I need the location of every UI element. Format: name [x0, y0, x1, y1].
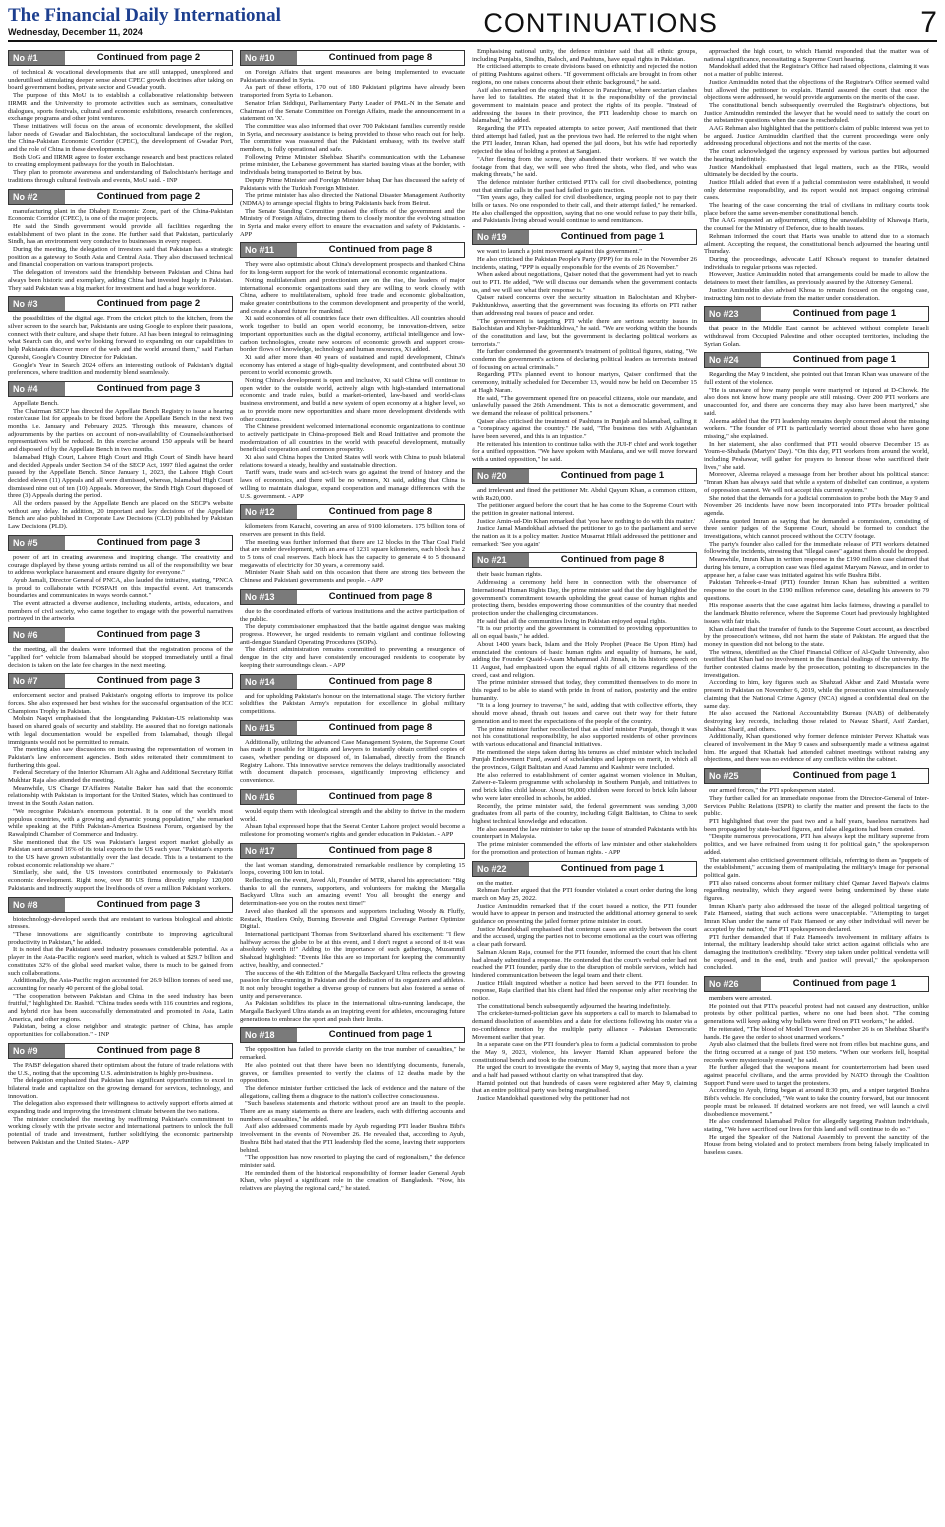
article-paragraph: He urged the Speaker of the National Assembly to prevent the sanctity of the House from being violated and to protect members from being falsely implicated in baseless cases.	[704, 1133, 929, 1157]
continued-from-label: Continued from page 8	[328, 244, 433, 256]
continuation-item	[472, 48, 697, 225]
article-paragraph: Meanwhile, Imran Khan in written response in the £190 million case claimed that during his tenure, a corruption case was filed against Maryam Nawaz, and in order to appease her, a false case was initiated against his wife Bushra Bibi.	[704, 556, 929, 579]
article-paragraph: He mentioned the steps taken during his tenures as chief minister which included Punjab Endowment Fund, award of scholarships and laptops on merit, in which all the provinces, Gilgit Baltistan and Azad Jammu and Kashmir were included.	[472, 748, 697, 772]
article-columns	[8, 48, 937, 1526]
section-title: CONTINUATIONS	[483, 8, 718, 38]
article-paragraph: Following Prime Minister Shehbaz Sharif's communication with the Lebanese prime minister, the Lebanese government has started issuing visas at the border, with individuals being transported to Beirut by bus.	[240, 153, 465, 177]
article-paragraph: Justice Mandokhail emphasised that contempt cases are strictly between the court and the accused, urging the parties not to become emotional as the court was offering a clear path forward.	[472, 925, 697, 949]
article-paragraph: Justice Jamal Mandokhail advised the petitioner to go to the parliament and serve the nation as it is a policy matter. Justice Musarrat Hilali addressed the petitioner and remarked: 'See you again'	[472, 525, 697, 548]
article-paragraph: Regarding PTI's planned event to honour martyrs, Qaiser confirmed that the ceremony, initially scheduled for December 13, would now be held on December 15 at Hagh Naran.	[472, 371, 697, 394]
column-1	[8, 48, 233, 1526]
continuation-item	[8, 535, 233, 623]
continuation-header	[704, 352, 929, 368]
continuation-header	[240, 1027, 465, 1043]
article-paragraph: Rehman informed the court that Haris was unable to attend due to a stomach ailment. Accepting the request, the constitutional bench adjourned the hearing until Thursday.	[704, 232, 929, 256]
continuation-header	[8, 296, 233, 312]
article-paragraph: and for upholding Pakistan's honour on the international stage. The victory further solidifies the Pakistan Army's reputation for excellence in global military competitions.	[240, 692, 465, 715]
article-paragraph: Islamabad High Court, Lahore High Court and High Court of Sindh have heard and decided Appeals under Section 34 of the SECP Act, 1997 filed against the order passed by the Appellate Bench. Since January 1, 2023, the Lahore High Court decided eleven (11) Appeals and all were dismissed, whereas, Islamabad High Court dismissed nine out of ten (10) Appeals. Moreover, the Sindh High Court disposed of three (3) Appeals during the period.	[8, 453, 233, 500]
article-paragraph: He further condemned the government's treatment of political figures, stating, "We condemn the government's actions of declaring political leaders as terrorists instead of focusing on actual criminals."	[472, 348, 697, 371]
article-paragraph: The event attracted a diverse audience, including students, artists, educators, and members of civil society, who came together to engage with the powerful narratives portrayed in the artworks	[8, 600, 233, 623]
article-paragraph: the last woman standing, demonstrated remarkable resilience by completing 15 loops, covering 100 km in total.	[240, 861, 465, 877]
article-paragraph: The defence minister further criticised PTI's call for civil disobedience, pointing out that similar calls in the past had failed to gain traction.	[472, 178, 697, 194]
item-number: No #26	[705, 977, 761, 991]
article-paragraph: on the matter.	[477, 879, 514, 887]
continuation-header	[472, 229, 697, 245]
article-paragraph: "The government is targeting PTI while there are serious security issues in Balochistan and Khyber-Pakhtunkhwa," he said. "We are working within the bounds of the constitution and law, but the government is declaring political workers as terrorists."	[472, 317, 697, 348]
article-paragraph: Hamid pointed out that hundreds of cases were registered after May 9, claiming that an entire political party was being marginalised.	[472, 1079, 697, 1095]
article-paragraph: of technical & vocational developments that are still untapped, unexplored and underutilised stimulating deeper sense about CPEC growth doctrines after taking on board government bodies, private sector and Gwadar youth.	[8, 69, 233, 92]
article-paragraph: He said, "The government opened fire on peaceful citizens, stole our mandate, and unlawfully passed the 26th Amendment. This is not a democratic government, and we demand the release of political prisoners."	[472, 394, 697, 417]
article-paragraph: Regarding the May 9 incident, she pointed out that Imran Khan was unaware of the full extent of the violence.	[704, 371, 929, 387]
article-paragraph: The meeting also saw discussions on increasing the representation of women in Pakistan's law enforcement agencies. Both sides reiterated their commitment to furthering this goal.	[8, 746, 233, 769]
article-paragraph: The court acknowledged the urgency expressed by various parties but adjourned the hearing indefinitely.	[704, 148, 929, 163]
article-paragraph: Imran Khan's party also addressed the issue of the alleged political targeting of Faiz Hameed, stating that such actions were unacceptable. "Attempting to target Imran Khan under the name of Faiz Hameed or any other individual will never be accepted by the nation," the PTI spokesperson declared.	[704, 902, 929, 933]
continued-from-label: Continued from page 1	[560, 862, 665, 874]
continuation-item	[240, 674, 465, 716]
continuation-header	[8, 50, 233, 66]
continuation-header	[240, 720, 465, 736]
article-paragraph: and irrelevant and fined the petitioner Mr. Abdul Qayum Khan, a common citizen, with Rs20,000.	[472, 486, 697, 502]
article-paragraph: The constitutional bench subsequently adjourned the hearing indefinitely.	[477, 1002, 671, 1010]
item-number: No #6	[9, 628, 65, 642]
article-paragraph: Ayub Jamali, Director General of PNCA, also lauded the initiative, stating, "PNCA is proud to collaborate with FOSPAH on this impactful event. Art transcends boundaries and communicates in ways words cannot."	[8, 576, 233, 600]
continued-from-label: Continued from page 3	[96, 675, 201, 687]
item-number: No #3	[9, 297, 65, 311]
article-paragraph: The delegation of investors said the friendship between Pakistan and China had always been historic and exemplary, adding China had invested hugely in Pakistan. They said Pakistan was a big market for investment and had a huge workforce.	[8, 269, 233, 292]
masthead-left	[8, 6, 281, 40]
item-number: No #11	[241, 243, 297, 257]
article-paragraph: He also criticised the Pakistan People's Party (PPP) for its role in the November 26 incidents, stating, "PPP is equally responsible for the events of 26 November."	[472, 255, 697, 271]
continuation-item	[240, 789, 465, 839]
continuation-header	[8, 535, 233, 551]
article-paragraph: due to the coordinated efforts of various institutions and the active participation of the public.	[240, 607, 465, 623]
article-paragraph: The prime minister has also directed the National Disaster Management Authority (NDMA) to arrange special flights to bring Pakistanis back from Beirut.	[240, 192, 465, 207]
article-paragraph: According to him, key figures such as Shahzad Akbar and Zaid Mustafa were present in Pakistan on November 6, 2019, while the prosecution was simultaneously claiming that the National Crime Agency (NCA) signed a confidential deal on the same day.	[704, 679, 929, 710]
article-paragraph: Minister Nasir Shah said on this occasion that there are strong ties between the Chinese and Pakistani governments and people. - APP	[240, 569, 465, 585]
continued-from-label: Continued from page 8	[328, 721, 433, 733]
article-paragraph: The delegation emphasized that Pakistan has significant opportunities to excel in bilateral trade and capitalize on the growing demand for services, technology, and innovation.	[8, 1077, 233, 1100]
article-paragraph: Qaiser also criticised the treatment of Pashtuns in Punjab and Islamabad, calling it a "conspiracy against the country." He said, "The business ties with Afghanistan have been severed, and this is an injustice."	[472, 417, 697, 441]
continued-from-label: Continued from page 8	[328, 675, 433, 687]
item-number: No #9	[9, 1044, 65, 1058]
article-paragraph: He also assured the law minister to take up the issue of stranded Pakistanis with his counterpart in Malaysia.	[472, 825, 697, 841]
continued-from-label: Continued from page 1	[792, 978, 897, 990]
article-paragraph: The deputy commissioner emphasized that the battle against dengue was making progress. However, he urged residents to remain vigilant and continue following anti-dengue Standard Operating Procedures (SOPs).	[240, 623, 465, 646]
article-paragraph: The petitioner argued before the court that he has come to the Supreme Court with the petition in greater national interest.	[472, 502, 697, 517]
continuation-item	[8, 296, 233, 377]
continuation-header	[472, 552, 697, 568]
article-paragraph: Appellate Bench.	[13, 399, 59, 407]
item-number: No #4	[9, 382, 65, 396]
article-paragraph: Justice Aminuddin also advised Khosa to remain focused on the ongoing case, instructing him not to deviate from the matter under consideration.	[704, 286, 929, 302]
article-paragraph: enforcement sector and praised Pakistan's ongoing efforts to improve its police forces. She also expressed her best wishes for the successful organisation of the ICC Champions Trophy in Pakistan.	[8, 692, 233, 715]
column-3	[472, 48, 697, 1526]
article-paragraph: Both UoG and IIRMR agree to foster exchange research and best practices related to creating employment pathways for the youth in Balochistan.	[8, 153, 233, 169]
continued-from-label: Continued from page 8	[328, 844, 433, 856]
article-paragraph: The Senate Standing Committee praised the efforts of the government and the Ministry of Foreign Affairs, directing them to closely monitor the evolving situation in Syria and make every effort to ensure the evacuation and safety of Pakistanis. - APP	[240, 207, 465, 238]
article-paragraph: "Despite numerous provocations, PTI has always kept the military supreme from politics, and we have refrained from using it for political gain," the spokesperson added.	[704, 833, 929, 856]
article-paragraph: He said that all the communities living in Pakistan enjoyed equal rights.	[477, 617, 667, 625]
continued-from-label: Continued from page 2	[96, 52, 201, 63]
article-paragraph: These initiatives will focus on the areas of economic development, the skilled labor needs of Gwadar and Balochistan, the sociocultural landscape of the region, the China-Pakistan Economic Corridor (CPEC), the development of Gwadar Port, and the role of China in these developments.	[8, 122, 233, 154]
article-paragraph: "Such baseless statements and rhetoric without proof are an insult to the people. There are as many statements as there are leaders, each with differing accounts and numbers of casualties," he added.	[240, 1100, 465, 1123]
article-paragraph: biotechnology-developed seeds that are resistant to various biological and abiotic stresses.	[8, 915, 233, 931]
item-number: No #12	[241, 505, 297, 519]
article-paragraph: Mandokhail added that the Registrar's Office had raised objections, claiming it was not a matter of public interest.	[704, 63, 929, 79]
article-paragraph: Asif also addressed comments made by Ayub regarding PTI leader Bushra Bibi's involvement in the events of November 26. He revealed that, according to Ayub, Bushra Bibi had stated that the PTI leadership fled the scene, leaving their supporters behind.	[240, 1123, 465, 1154]
article-paragraph: Ahsan Iqbal expressed hope that the Seerat Center Lahore project would become a milestone for promoting women's rights and gender education in Pakistan. - APP	[240, 823, 465, 838]
article-paragraph: Salman Akram Raja, counsel for the PTI founder, informed the court that his client had already submitted a response. He contended that the court's verbal order had not reached the PTI founder, partly due to the disruption of mobile services, which had hindered communication between the legal team and their client.	[472, 948, 697, 979]
article-paragraph: The Chinese president welcomed international economic organizations to continue to actively participate in China-proposed Belt and Road Initiative and promote the modernization of all countries in the world with peaceful development, mutually beneficial cooperation and common prosperity.	[240, 423, 465, 454]
continuation-header	[472, 861, 697, 877]
continued-from-label: Continued from page 8	[328, 790, 433, 802]
item-number: No #17	[241, 844, 297, 858]
article-paragraph: The prime minister stressed that today, they committed themselves to do more in this regard to be able to stand with pride in front of nation, posterity and the entire humanity.	[472, 679, 697, 702]
continuation-header	[8, 897, 233, 913]
continuation-item	[240, 1027, 465, 1192]
article-paragraph: Additionally, Khan questioned why former defence minister Pervez Khattak was cleared of involvement in the May 9 cases and subsequently made a witness against him. He argued that Khattak had attended cabinet meetings without raising any objections, and there was no evidence of any conflicts within the cabinet.	[704, 733, 929, 764]
continuation-header	[8, 673, 233, 689]
continuation-item	[704, 306, 929, 348]
article-paragraph: The meeting was further informed that there are 12 blocks in the Thar Coal Field that are under development, with an area of 1231 square kilometers, each block has 2 to 5 tons of coal reserves. Each block has the capacity to generate 4 to 5 thousand megawatts of electricity for 30 years, a ceremony said.	[240, 538, 465, 569]
article-paragraph: Asif also remarked on the ongoing violence in Parachinar, where sectarian clashes have led to fatalities. He stated that it is the responsibility of the provincial government to maintain peace and protect the rights of its people. "Instead of addressing the issues in their province, the PTI leadership chose to march on Islamabad," he added.	[472, 86, 697, 125]
item-number: No #5	[9, 536, 65, 550]
continuation-item	[472, 229, 697, 464]
article-paragraph: She mentioned that the US was Pakistan's largest export market globally as Pakistan sent around 16% of its total exports to the US each year. "Pakistan's exports to the US have grown substantially over the last decade. This is a testament to the robust economic relationship we share."	[8, 838, 233, 869]
article-paragraph: He further alleged that the weapons meant for counterterrorism had been used against peaceful civilians, and the arms provided by NATO through the Coalition Support Fund were used to target the protesters.	[704, 1064, 929, 1087]
article-paragraph: "Ten years ago, they called for civil disobedience, urging people not to pay their bills or taxes. No one responded to their call, and their attempt failed," he remarked. He also challenged the opposition, saying that no one would refuse to pay their bills, and Pakistanis living abroad would continue to send remittances.	[472, 194, 697, 225]
item-number: No #14	[241, 675, 297, 689]
continuation-item	[704, 352, 929, 764]
continuation-item	[704, 768, 929, 972]
item-number: No #15	[241, 721, 297, 735]
article-paragraph: "It is our priority and the government is committed to providing opportunities to all on equal basis," he added.	[472, 625, 697, 641]
article-paragraph: on Foreign Affairs that urgent measures are being implemented to evacuate Pakistanis stranded in Syria.	[240, 69, 465, 84]
continued-from-label: Continued from page 1	[328, 1029, 433, 1041]
article-paragraph: Similarly, she said, the US investors contributed enormously to Pakistan's economic development. Right now, over 80 US firms directly employ 120,000 Pakistanis and indirectly support the livelihoods of over a million Pakistani workers.	[8, 869, 233, 892]
article-paragraph: The prime minister commended the efforts of law minister and other stakeholders for the promotion and protection of human rights. - APP	[472, 841, 697, 856]
continued-from-label: Continued from page 1	[560, 469, 665, 481]
item-number: No #21	[473, 553, 529, 567]
article-paragraph: Meanwhile, US Charge D'Affaires Natalie Baker has said that the economic relationship with Pakistan is important for the United States, which has continued to invest in the South Asian nation.	[8, 784, 233, 808]
article-paragraph: their basic human rights.	[477, 571, 543, 579]
article-paragraph: Additionally, utilizing the advanced Case Management System, the Supreme Court has made it possible for litigants and lawyers to instantly obtain certified copies of cases, whether pending or disposed of, in Islamabad, directly from the Branch Registry Lahore. This innovative service removes the delays traditionally associated with document dispatch processes, significantly improving efficiency and convenience.	[240, 738, 465, 785]
article-paragraph: Justice Hilali added that even if a judicial commission were established, it would only determine responsibility, and its report would not impact ongoing criminal cases.	[704, 178, 929, 202]
continued-from-label: Continued from page 1	[792, 770, 897, 782]
item-number: No #7	[9, 674, 65, 688]
continuation-item	[240, 50, 465, 238]
article-paragraph: we want to launch a joint movement against this government."	[477, 248, 642, 256]
article-paragraph: Aleema added that the PTI leadership remains deeply concerned about the missing workers. "The founder of PTI is particularly worried about those who have gone missing," she explained.	[704, 417, 929, 440]
continuation-item	[704, 976, 929, 1157]
article-paragraph: Ayub also claimed that the bullets fired were not from rifles but machine guns, and the firing occurred at a range of just 150 meters. "When our workers fell, hospital records were mysteriously erased," he said.	[704, 1041, 929, 1064]
continued-from-label: Continued from page 1	[792, 308, 897, 320]
paper-name: The Financial Daily International	[8, 5, 281, 26]
article-paragraph: About 1400 years back, Islam and the Holy Prophet (Peace Be Upon Him) had enunciated the contours of basic human rights and equality of humans, he said, adding the Founder Quaid-i-Azam Muhammad Ali Jinnah, in his historic speech on 11 August, had emphasized upon the equal rights of all citizens regardless of the creed, cast and religion.	[472, 640, 697, 679]
article-paragraph: "After fleeing from the scene, they abandoned their workers. If we watch the footage from that day, we will see who fired the shots, who fled, and who was making threats," he said.	[472, 155, 697, 179]
item-number: No #13	[241, 590, 297, 604]
continuation-item	[8, 50, 233, 185]
article-paragraph: Mohsin Naqvi emphasised that the longstanding Pakistan-US relationship was based on shared goals of security and stability. He assured that no foreign nationals with legal documentation would be expelled from Islamabad, though illegal immigrants would not be permitted to remain.	[8, 715, 233, 746]
continued-from-label: Continued from page 8	[328, 590, 433, 602]
continued-from-label: Continued from page 8	[560, 554, 665, 566]
article-paragraph: During the proceedings, advocate Latif Khosa's request to transfer detained individuals to regular prisons was rejected.	[704, 255, 929, 271]
article-paragraph: He reminded them of the historical responsibility of former leader General Ayub Khan, who played a significant role in the creation of Bangladesh. "Now, his relatives are playing the regional card," he stated.	[240, 1169, 465, 1193]
article-paragraph: The Chairman SECP has directed the Appellate Bench Registry to issue a hearing roster/cause list for appeals to be fixed before the Appellate Bench in the next two months i.e. January and February 2025. Through this measure, chances of adjournments by the parties on account of non-availability of Counsels/authorised representatives will be reduced. In this exercise around 150 appeals will be heard and disposed of by the Appellate Bench in two months.	[8, 407, 233, 454]
column-4	[704, 48, 929, 1526]
article-paragraph: The party's founder also called for the immediate release of PTI workers detained following the incidents, stressing that "illegal cases" against them should be dropped.	[704, 540, 929, 556]
article-paragraph: He also condemned Islamabad Police for allegedly targeting Pashtun individuals, stating, "We have sacrificed our lives for this land and will continue to do so."	[704, 1118, 929, 1133]
article-paragraph: Pakistan, being a close neighbor and strategic partner of China, has ample opportunities for collaboration." - INP	[8, 1023, 233, 1039]
article-paragraph: As Pakistan solidifies its place in the international ultra-running landscape, the Margalla Backyard Ultra stands as an inspiring event for athletes, encouraging future generations to embrace the sport and push their limits.	[240, 1000, 465, 1023]
continuation-item	[8, 627, 233, 669]
item-number: No #18	[241, 1028, 297, 1042]
article-paragraph: He also pointed out that there have been no identifying documents, funerals, graves, or families presented to verify the claims of 12 deaths made by the opposition.	[240, 1061, 465, 1085]
article-paragraph: Xi said after more than 40 years of sustained and rapid development, China's economy has entered a stage of high-quality development, and contributed about 30 percent to world economic growth.	[240, 353, 465, 377]
article-paragraph: International participant Thomas from Switzerland shared his excitement: "I flew halfway across the globe to be at this event, and I don't regret a second of it-it was absolutely worth it!" Adding to the importance of such gatherings, Muzammil Shahzad highlighted: "Events like this are so important for keeping the community active, healthy, and connected."	[240, 930, 465, 969]
continuation-item	[8, 189, 233, 293]
article-paragraph: As part of these efforts, 170 out of 180 Pakistani pilgrims have already been transported from Syria to Lebanon.	[240, 84, 465, 100]
article-paragraph: Justice Aminuddin remarked that if the court issued a notice, the PTI founder would have to appear in person and instructed the additional attorney general to seek guidance on presenting the jailed former prime minister in court.	[472, 902, 697, 926]
article-paragraph: The committee was also informed that over 700 Pakistani families currently reside in Syria, and necessary assistance is being provided to those who reach out for help. The committee was reassured that the Pakistani embassy, with its twelve staff members, is fully operational and safe.	[240, 122, 465, 154]
continuation-item	[240, 720, 465, 785]
continuation-header	[240, 674, 465, 690]
article-paragraph: The constitutional bench subsequently overruled the Registrar's objections, but Justice Aminuddin reminded the lawyer that he would need to satisfy the court on the substantive questions when the case is rescheduled.	[704, 101, 929, 125]
masthead	[8, 0, 937, 42]
article-paragraph: the possibilities of the digital age. From the cricket pitch to the kitchen, from the silver screen to the search bar, Pakistanis are using Google to explore their passions, connect with their culture, and shape their future. AI has been integral to reimagining what Search can do, and we're looking forward to expanding on our capabilities to help Pakistanis discover more of the web and the world around them," said Farhan Qureshi, Google's Country Director for Pakistan.	[8, 315, 233, 361]
article-paragraph: The cricketer-turned-politician gave his supporters a call to march to Islamabad to demand dissolution of assemblies and a date for elections following his ouster via a no-confidence motion by the multiple party alliance - Pakistan Democratic Movement earlier that year.	[472, 1010, 697, 1041]
article-paragraph: Reflecting on the event, Javed Ali, Founder of MTR, shared his appreciation: "Big thanks to all the runners, supporters, and volunteers for making the Margalla Backyard Ultra such an amazing event! You all brought the energy and determination-see you on the routes next time!"	[240, 877, 465, 908]
item-number: No #1	[9, 51, 65, 65]
continuation-item	[240, 589, 465, 670]
continued-from-label: Continued from page 2	[96, 190, 201, 202]
article-paragraph: Xi said economies of all countries face their own difficulties. All countries should work together to build an open world economy, be innovation-driven, seize important opportunities such as the digital economy, artificial intelligence and low-carbon technologies, create new sources of economic growth and support cross-border flows of knowledge, technology and human resources, Xi added.	[240, 315, 465, 354]
article-paragraph: Javed also thanked all the sponsors and supporters including Woody & Fluffy, Restack, Hustlers Only, Burning Brownie and Digital Coverage Partner Optimize Digital.	[240, 907, 465, 931]
article-paragraph: approached the high court, to which Hamid responded that the matter was of national significance, necessitating a Supreme Court hearing.	[704, 48, 929, 63]
continuation-item	[472, 468, 697, 549]
article-paragraph: "He is unaware of how many people were martyred or injured at D-Chowk. He also does not know how many people are still missing. Over 200 PTI workers are unaccounted for, and there are concerns they may also have been martyred," she said.	[704, 386, 929, 417]
article-paragraph: that peace in the Middle East cannot be achieved without complete Israeli withdrawal from Occupied Palestine and other occupied territories, including the Syrian Golan.	[704, 325, 929, 348]
article-paragraph: Justice Aminuddin noted that the objections of the Registrar's Office seemed valid but allowed the petitioner to explain. Hamid assured the court that once the objections were addressed, he would provide arguments on the merits of the case.	[704, 78, 929, 102]
article-paragraph: the meeting, all the dealers were informed that the registration process of the "applied for" vehicle from Islamabad should be stopped immediately until a final decision is taken on the late fee charges in the next meeting.	[8, 646, 233, 669]
item-number: No #8	[9, 898, 65, 912]
article-paragraph: The minister concluded the meeting by reaffirming Pakistan's commitment to working closely with the private sector and international partners to unlock the full potential of trade and investment, further solidifying the economic partnership between Pakistan and the United States.- APP	[8, 1115, 233, 1146]
article-paragraph: "It is a long journey to traverse," he said, adding that with collective efforts, they should move ahead, thrash out issues and carve out their way for their future generation and to meet the expectations of the people of the country.	[472, 702, 697, 725]
article-paragraph: She noted that the demands for a judicial commission to probe both the May 9 and November 26 incidents have now been incorporated into PTI's broader political agenda.	[704, 494, 929, 517]
article-paragraph: The PABF delegation shared their optimism about the future of trade relations with the U.S., noting that the upcoming U.S. administration is highly pro-business.	[8, 1061, 233, 1077]
article-paragraph: He also accused the National Accountability Bureau (NAB) of deliberately destroying key records, including those related to Nawaz Sharif, Asif Zardari, Shahbaz Sharif, and others.	[704, 710, 929, 733]
article-paragraph: He also referred to establishment of center against women violence in Multan, Zaiwer-e-Taleem programme with scholarship in Southern Punjab, and initiatives to end brick kilns child labour. About 90,000 children were forced to brick kiln labour who were later enrolled in schools, he added.	[472, 771, 697, 802]
article-paragraph: Addressing a ceremony held here in connection with the observance of International Human Rights Day, the prime minister said that the day highlighted the government's commitment towards upholding the great cause of human rights and protecting them, besides empowering those communities of the country that needed protection under the challenging circumstances.	[472, 579, 697, 617]
article-paragraph: However, Justice Aminuddin noted that arrangements could be made to allow the detainees to meet their families, as previously assured by the Attorney General.	[704, 271, 929, 287]
continuation-header	[240, 589, 465, 605]
article-paragraph: Rehman further argued that the PTI founder violated a court order during the long march on May 25, 2022.	[472, 887, 697, 902]
article-paragraph: power of art in creating awareness and inspiring change. The creativity and courage displayed by these young artists remind us all of the responsibility we bear to address workplace harassment and ensure dignity for everyone."	[8, 553, 233, 577]
article-paragraph: They further called for an immediate response from the Director-General of Inter-Services Public Relations (ISPR) to clarify the matter and present the facts to the public.	[704, 794, 929, 818]
article-paragraph: The delegation also expressed their willingness to actively support efforts aimed at expanding trade and improving the investment climate between the two nations.	[8, 1100, 233, 1116]
continued-from-label: Continued from page 1	[560, 231, 665, 243]
article-paragraph: Recently, the prime minister said, the federal government was sending 3,000 graduates from all parts of the country, including Gilgit Baltistan, to China to seek highest technical knowledge and education.	[472, 802, 697, 825]
article-paragraph: Noting multilateralism and protectionism are on the rise, the leaders of major international economic organizations said they are willing to work closely with China, adhere to multilateralism, uphold free trade and economic globalization, make greater contributions to the common development and prosperity of the world, and create a shared future for mankind.	[240, 276, 465, 315]
article-paragraph: Justice Mandokhail emphasised that legal matters, such as the FIRs, would ultimately be decided by the courts.	[704, 163, 929, 179]
article-paragraph: They were also optimistic about China's development prospects and thanked China for its long-term support for the work of international economic organizations.	[240, 261, 465, 277]
item-number: No #19	[473, 230, 529, 244]
continued-from-label: Continued from page 3	[96, 536, 201, 548]
continuation-item	[8, 1043, 233, 1147]
article-paragraph: Xi also said China hopes the United States will work with China to push bilateral relations toward a steady, healthy and sustainable direction.	[240, 454, 465, 469]
article-paragraph: According to Ayub, firing began at around 8:30 pm, and a sniper targeted Bushra Bibi's vehicle. He concluded, "We want to take the country forward, but our innocent people must be released. If detained workers are not freed, we will launch a civil disobedience movement."	[704, 1087, 929, 1118]
article-paragraph: PTI also raised concerns about former military chief Qamar Javed Bajwa's claims regarding neutrality, which they argued were being undermined by these state figures.	[704, 879, 929, 903]
article-paragraph: AAG Rehman also highlighted that the petition's claim of public interest was yet to be argued. Justice Aminuddin clarified that the current proceedings were only addressing procedural objections and not the merits of the case.	[704, 125, 929, 148]
article-paragraph: His response asserts that the case against him lacks fairness, drawing a parallel to the landmark Bhutto reference, where the Supreme Court had previously highlighted issues with fair trials.	[704, 602, 929, 625]
article-paragraph: During the meeting, the delegation of investors said that Pakistan has a strategic position as a gateway to South Asia and Central Asia. They also discussed technical and financial cooperation on various transport projects.	[8, 246, 233, 269]
article-paragraph: Justice Amin-ud-Din Khan remarked that 'you have nothing to do with this matter.'	[477, 517, 696, 525]
issue-date: Wednesday, December 11, 2024	[8, 27, 143, 37]
article-paragraph: Google's Year in Search 2024 offers an interesting outlook of Pakistan's digital preferences, where tradition and modernity blend seamlessly.	[8, 361, 233, 377]
article-paragraph: The success of the 4th Edition of the Margalla Backyard Ultra reflects the growing passion for ultra-running in Pakistan and the dedication of its organizers and athletes. It not only brought together a diverse group of runners but also fostered a sense of unity and perseverance.	[240, 969, 465, 1000]
continuation-header	[704, 976, 929, 992]
article-paragraph: manufacturing plant in the Dhabeji Economic Zone, part of the China-Pakistan Economic Corridor (CPEC), is one of the major projects.	[8, 207, 233, 223]
article-paragraph: Aleema quoted Imran as saying that he demanded a commission, consisting of three senior judges of the Supreme Court, should be formed to conduct the investigations, which cannot proceed without the CCTV footage.	[704, 517, 929, 541]
article-paragraph: Pakistan Tehreek-e-Insaf (PTI) founder Imran Khan has submitted a written response to the court in the £190 million reference case, detailing his answers to 79 questions.	[704, 579, 929, 602]
continuation-item	[704, 48, 929, 302]
page-number: 7	[920, 6, 937, 39]
article-paragraph: would equip them with ideological strength and the ability to thrive in the modern world.	[240, 807, 465, 823]
article-paragraph: The AAG requested an adjournment, citing the unavailability of Khawaja Haris, the counsel for the Ministry of Defence, due to health issues.	[704, 217, 929, 233]
article-paragraph: Qaiser raised concerns over the security situation in Balochistan and Khyber-Pakhtunkhwa, asserting that the government was focusing its efforts on PTI rather than addressing real issues of peace and order.	[472, 294, 697, 317]
article-paragraph: He criticised attempts to create divisions based on ethnicity and rejected the notion of pitting Pashtuns against others. "If government officials are brought in from other regions, no one raises concerns about their ethnic background," he said.	[472, 63, 697, 86]
continuation-header	[240, 789, 465, 805]
article-paragraph: In her statement, she also confirmed that PTI would observe December 15 as Youm-e-Shuhada (Martyrs' Day). "On this day, PTI workers from around the world, including Peshawar, will gather for prayers to honour those who sacrificed their lives," she said.	[704, 440, 929, 471]
continued-from-label: Continued from page 1	[792, 354, 897, 366]
article-paragraph: He reiterated his intention to continue talks with the JUI-F chief and work together for a unified opposition. "We have spoken with Maulana, and we will move forward with a united opposition," he said.	[472, 440, 697, 464]
article-paragraph: Emphasising national unity, the defence minister said that all ethnic groups, including Punjabis, Sindhis, Baloch, and Pashtuns, have equal rights in Pakistan.	[472, 48, 697, 63]
article-paragraph: "The opposition has now resorted to playing the card of regionalism," the defence minister said.	[240, 1154, 465, 1169]
article-paragraph: Khan claimed that the transfer of funds to the Supreme Court account, as described by the prosecution's witness, did not harm the state of Pakistan. He argued that the money in question did not belong to the state.	[704, 625, 929, 648]
continuation-item	[472, 861, 697, 1103]
item-number: No #2	[9, 190, 65, 204]
continuation-item	[8, 381, 233, 531]
item-number: No #23	[705, 307, 761, 321]
article-paragraph: It is noted that the Pakistani seed industry possesses considerable potential. As a player in the Asia-Pacific region's seed market, which is valued at $29.7 billion and constitutes 32% of the global seed market value, there is much to be gained from such collaborations.	[8, 946, 233, 977]
article-paragraph: "The cooperation between Pakistan and China in the seed industry has been fruitful," highlighted Dr. Rashid. "China trades seeds with 116 countries and regions, and hybrid rice has been successfully demonstrated and promoted in Asia, Latin America, and other regions.	[8, 992, 233, 1023]
article-paragraph: Regarding the PTI's repeated attempts to seize power, Asif mentioned that their third attempt had failed, just as the previous two had. He referred to the night when the PTI leader, Imran Khan, had opened the jail doors, but his wife had reportedly rejected the idea of holding a protest at Sangjani.	[472, 125, 697, 156]
article-paragraph: He said the Sindh government would provide all facilities regarding the establishment of two plant in the zone. He further said that Pakistan, particularly Sindh, has an environment very conducive to businesses in every respect.	[8, 222, 233, 246]
article-paragraph: PTI highlighted that over the past two and a half years, baseless narratives had been propagated by state-backed figures, and false allegations had been created.	[704, 817, 929, 833]
continued-from-label: Continued from page 8	[328, 506, 433, 518]
continuation-header	[704, 768, 929, 784]
article-paragraph: Justice Hilali inquired whether a notice had been served to the PTI founder. In response, Raja clarified that his client had filed the response only after receiving the notice.	[472, 979, 697, 1003]
article-paragraph: The witness, identified as the Chief Financial Officer of Al-Qadir University, also testified that Khan had no involvement in the financial dealings of the university. He further contested claims made by the prosecution, pointing to discrepancies in the investigation.	[704, 648, 929, 679]
article-paragraph: The prime minister further recollected that as chief minister Punjab, though it was not his constitutional responsibility, he also supported residents of other provinces with various educational and financial initiatives.	[472, 725, 697, 748]
continuation-item	[240, 242, 465, 500]
article-paragraph: All the orders passed by the Appellate Bench are placed on the SECP's website without any delay. In addition, 20 important and key decisions of the Appellate Bench are also published in Corporate Law Decisions (CLD) published by Pakistan Law Decisions (PLD).	[8, 500, 233, 531]
continuation-item	[472, 552, 697, 856]
article-paragraph: The defence minister further criticised the lack of evidence and the nature of the allegations, calling them a disgrace to the nation's collective consciousness.	[240, 1084, 465, 1100]
continuation-item	[240, 843, 465, 1024]
article-paragraph: Deputy Prime Minister and Foreign Minister Ishaq Dar has discussed the safety of Pakistanis with the Turkish Foreign Minister.	[240, 176, 465, 192]
item-number: No #20	[473, 469, 529, 483]
article-paragraph: Moreover, Aleema relayed a message from her brother about his political stance: "Imran Khan has always said that while a system of disbelief can continue, a system of oppression cannot. We will not accept this current system."	[704, 471, 929, 494]
article-paragraph: He urged the court to investigate the events of May 9, saying that more than a year and a half had passed without clarity on what transpired that day.	[472, 1064, 697, 1080]
article-paragraph: He pointed out that PTI's peaceful protest had not caused any destruction, unlike protests by other political parties, where no one had been shot. "The coming generations will keep asking why bullets were fired on PTI workers," he added.	[704, 1002, 929, 1026]
article-paragraph: our armed forces," the PTI spokesperson stated.	[709, 787, 836, 795]
continued-from-label: Continued from page 2	[96, 298, 201, 310]
continued-from-label: Continued from page 8	[96, 1044, 201, 1056]
continuation-header	[472, 468, 697, 484]
article-paragraph: The district administration remains committed to preventing a resurgence of dengue in the city and have consistently encouraged residents to cooperate by keeping their surroundings clean. - APP	[240, 646, 465, 669]
article-paragraph: The statement also criticised government officials, referring to them as "puppets of the establishment," accusing them of manipulating the military's image for personal political gain.	[704, 856, 929, 879]
article-paragraph: Additionally, the Asia-Pacific region accounted for 26.9 billion tonnes of seed use, accounting for nearly 40 percent of the global total.	[8, 977, 233, 992]
article-paragraph: Noting China's development is open and inclusive, Xi said China will continue to open wider to the outside world, actively align with high-standard international economic and trade rules, build a market-oriented, law-based and world-class business environment, and build a new system of open economy at a higher level, so as to provide more new opportunities and share more development dividends with other countries.	[240, 377, 465, 423]
article-paragraph: The purpose of this MoU is to establish a collaborative relationship between IIRMR and the University to promote activities such as seminars, consultative dialogues, sports festivals, cultural and economic exhibitions, research conferences, exchange programs and other joint ventures.	[8, 92, 233, 123]
continuation-header	[704, 306, 929, 322]
continued-from-label: Continued from page 3	[96, 898, 201, 910]
continued-from-label: Continued from page 8	[328, 52, 433, 63]
continuation-item	[240, 504, 465, 585]
article-paragraph: Tariff wars, trade wars and sci-tech wars go against the trend of history and the laws of economics, and there will be no winners, Xi said, adding that China is willing to maintain dialogue, expand cooperation and manage differences with the U.S. government. - APP	[240, 469, 465, 500]
article-paragraph: When asked about negotiations, Qaiser noted that the government had yet to reach out to PTI. He added, "We will discuss our demands when the government contacts us, and we will see what their response is."	[472, 271, 697, 294]
continuation-header	[8, 627, 233, 643]
continuation-item	[8, 897, 233, 1039]
article-paragraph: Senator Irfan Siddiqui, Parliamentary Party Leader of PML-N in the Senate and Chairman of the Senate Committee on Foreign Affairs, made the announcement in a statement on 'X'.	[240, 99, 465, 123]
item-number: No #25	[705, 769, 761, 783]
article-paragraph: PTI further demanded that if Faiz Hameed's involvement in military affairs is internal, the military leadership should take strict action against officials who are damaging the institution's credibility. "Every step taken under political vendetta will be exposed, and in the end, truth and justice will prevail," the spokesperson concluded.	[704, 933, 929, 972]
continuation-item	[8, 673, 233, 892]
article-paragraph: Federal Secretary of the Interior Khurram Ali Agha and Additional Secretary Riffat Mukhtar Raja also attended the meeting.	[8, 769, 233, 785]
continuation-header	[8, 1043, 233, 1059]
continuation-header	[8, 189, 233, 205]
article-paragraph: In a separate case on the PTI founder's plea to form a judicial commission to probe the May 9, 2023, violence, his lawyer Hamid Khan appeared before the constitutional bench and took to the rostrum.	[472, 1041, 697, 1064]
item-number: No #10	[241, 51, 297, 65]
article-paragraph: members were arrested.	[709, 995, 772, 1003]
article-paragraph: "These innovations are significantly contribute to improving agricultural productivity in Pakistan," he added.	[8, 930, 233, 946]
item-number: No #22	[473, 862, 529, 876]
article-paragraph: Justice Mandokhail questioned why the petitioner had not	[477, 1095, 630, 1103]
item-number: No #16	[241, 790, 297, 804]
article-paragraph: They plan to promote awareness and understanding of Balochistan's heritage and traditions through cultural festivals and events, MoU said. - INP	[8, 169, 233, 184]
continued-from-label: Continued from page 3	[96, 629, 201, 641]
article-paragraph: The opposition has failed to provide clarity on the true number of casualties," he remarked.	[240, 1046, 465, 1062]
continuation-header	[8, 381, 233, 397]
column-2	[240, 48, 465, 1526]
article-paragraph: He reiterated, "The blood of Model Town and November 26 is on Shehbaz Sharif's hands. He gave the order to shoot unarmed workers."	[704, 1025, 929, 1041]
article-paragraph: The hearing of the case concerning the trial of civilians in military courts took place before the same seven-member constitutional bench.	[704, 202, 929, 217]
article-paragraph: "We recognise Pakistan's enormous potential. It is one of the world's most populous countries, with a growing and dynamic young population," she remarked while speaking at the Fifth Pakistan-America Business Forum, organised by the Rawalpindi Chamber of Commerce and Industry.	[8, 807, 233, 838]
item-number: No #24	[705, 353, 761, 367]
continuation-header	[240, 843, 465, 859]
article-paragraph: kilometers from Karachi, covering an area of 9100 kilometers. 175 billion tons of reserves are present in this field.	[240, 523, 465, 538]
continuation-header	[240, 50, 465, 66]
continuation-header	[240, 504, 465, 520]
continued-from-label: Continued from page 3	[96, 382, 201, 394]
continuation-header	[240, 242, 465, 258]
